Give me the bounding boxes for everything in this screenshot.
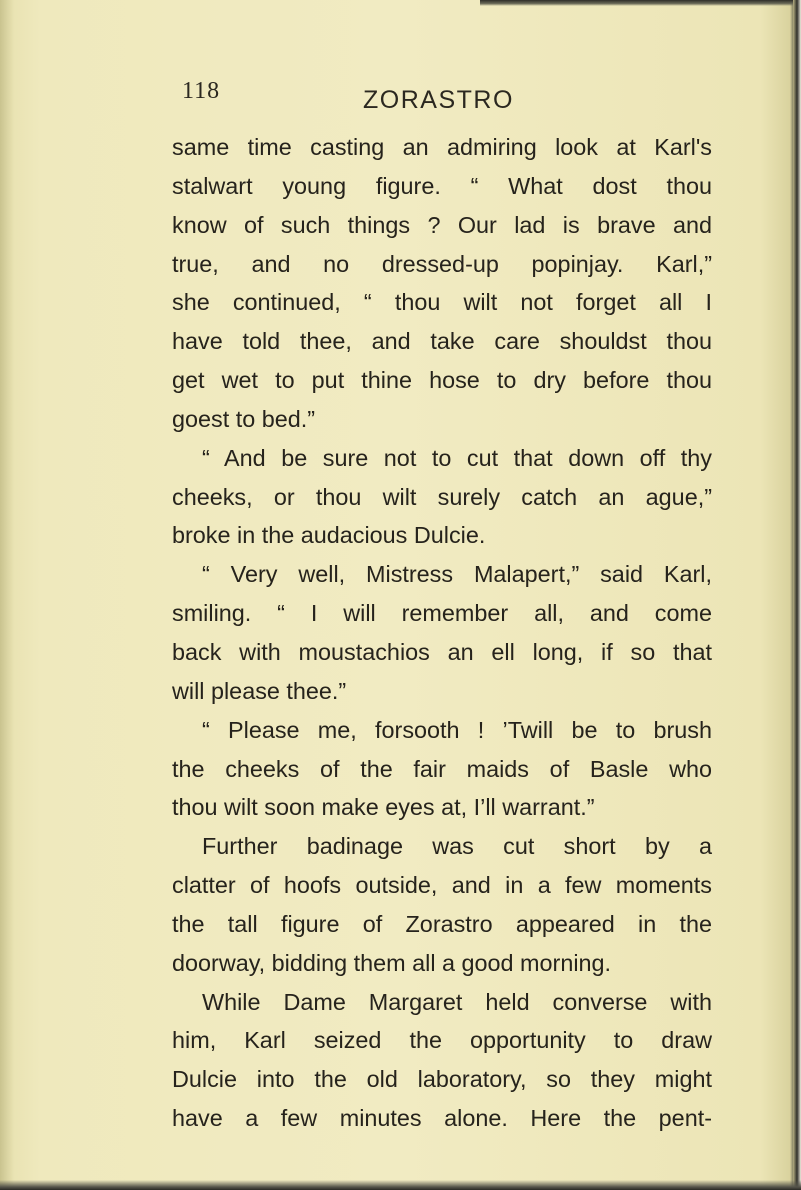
text-line: him, Karl seized the opportunity to draw	[172, 1027, 712, 1054]
running-head: ZORASTRO	[363, 86, 514, 114]
text-line: broke in the audacious Dulcie.	[172, 522, 486, 549]
text-line: cheeks, or thou wilt surely catch an ague,”	[172, 483, 712, 510]
text-line: doorway, bidding them all a good morning.	[172, 949, 612, 976]
text-line: “ And be sure not to cut that down off thy	[202, 444, 712, 471]
text-line: back with moustachios an ell long, if so that	[172, 638, 712, 665]
page-number: 118	[182, 78, 221, 104]
text-line: the tall figure of Zorastro appeared in the	[172, 910, 712, 937]
text-line: she continued, “ thou wilt not forget all I	[172, 289, 712, 316]
text-line: thou wilt soon make eyes at, I’ll warrant.”	[172, 794, 595, 821]
text-line: stalwart young figure. “ What dost thou	[172, 172, 712, 199]
page-top-shadow	[480, 0, 801, 6]
text-line: know of such things ? Our lad is brave and	[172, 211, 712, 238]
text-line: have told thee, and take care shouldst thou	[172, 328, 712, 355]
text-line: same time casting an admiring look at Karl's	[172, 134, 712, 160]
text-line: the cheeks of the fair maids of Basle who	[172, 755, 712, 782]
text-line: Dulcie into the old laboratory, so they might	[172, 1066, 712, 1093]
page-header	[182, 78, 712, 118]
text-line: true, and no dressed-up popinjay. Karl,”	[172, 250, 712, 277]
text-line: will please thee.”	[172, 677, 347, 704]
text-line: “ Please me, forsooth ! ’Twill be to brush	[202, 716, 712, 743]
text-line: get wet to put thine hose to dry before thou	[172, 367, 712, 394]
text-line: clatter of hoofs outside, and in a few moments	[172, 872, 712, 899]
text-line: goest to bed.”	[172, 405, 316, 432]
page-gutter-shadow	[0, 0, 14, 1190]
page-bottom-shadow	[0, 1180, 801, 1190]
page-right-edge	[793, 0, 801, 1190]
text-line: While Dame Margaret held converse with	[202, 988, 712, 1015]
text-line: Further badinage was cut short by a	[202, 833, 712, 860]
text-line: have a few minutes alone. Here the pent-	[172, 1105, 712, 1132]
body-text	[172, 128, 712, 1138]
text-line: smiling. “ I will remember all, and come	[172, 600, 712, 627]
text-line: “ Very well, Mistress Malapert,” said Karl,	[202, 561, 712, 588]
